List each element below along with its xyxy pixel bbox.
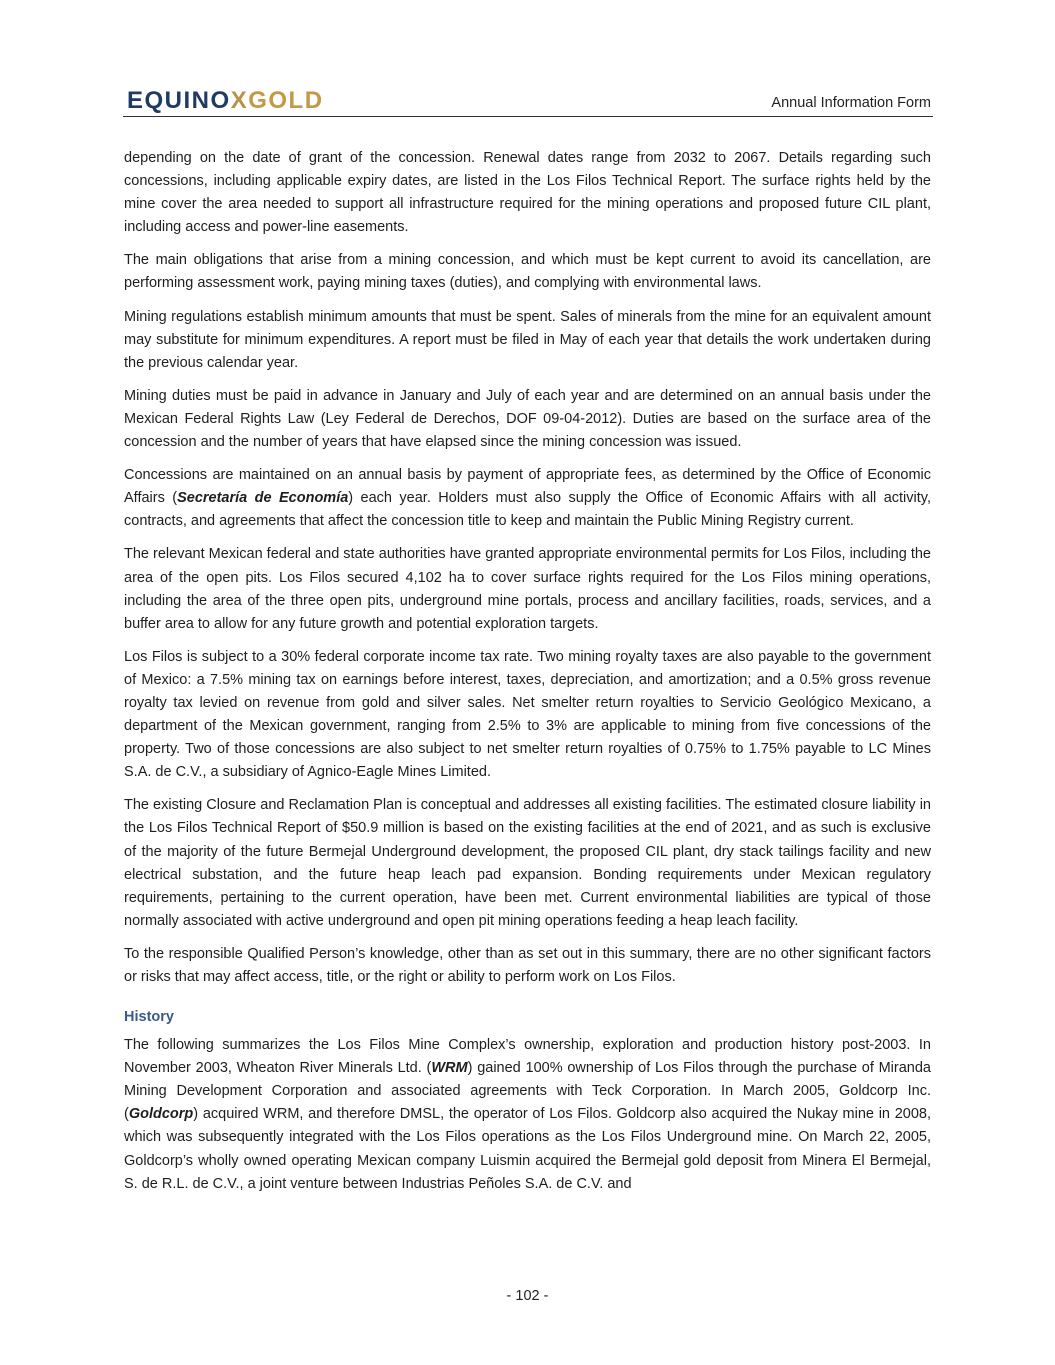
text-run: ) gained 100% ownership of Los Filos through the purchase of Miranda Mining Development Corporation and associated agreements with Teck Corporation. In March 2005, Goldcorp Inc. ( [124,1060,931,1123]
text-run: ) each year. Holders must also supply the Office of Economic Affairs with all activity, contracts, and agreements that affect the concession title to keep and maintain the Public Mining Registry current. [124,490,931,530]
defined-term-goldcorp: Goldcorp [128,1106,194,1123]
paragraph-qp-knowledge: To the responsible Qualified Person’s knowledge, other than as set out in this summary, there are no other significant factors or risks that may affect access, title, or the right or ability to perform work on Los Filos. [124,945,931,985]
page-number: - 102 - [506,1288,549,1304]
paragraph-mining-duties: Mining duties must be paid in advance in January and July of each year and are determined on an annual basis under the Mexican Federal Rights Law (Ley Federal de Derechos, DOF 09-04-2012). Duties are based on the surface area of the concession and the number of years that have elapsed since the mining concession was issued. [124,387,931,451]
paragraph-concession-fees [124,464,931,533]
paragraph-environmental-permits: The relevant Mexican federal and state authorities have granted appropriate environmental permits for Los Filos, including the area of the open pits. Los Filos secured 4,102 ha to cover surface rights required for the Los Filos mining operations, including the area of the three open pits, underground mine portals, process and ancillary facilities, roads, services, and a buffer area to allow for any future growth and potential exploration targets. [124,546,931,632]
defined-term-secretaria: Secretaría de Economía [177,490,349,507]
logo-text-x: X [230,87,249,114]
document-title: Annual Information Form [771,95,931,111]
paragraph-minimum-expenditures: Mining regulations establish minimum amounts that must be spent. Sales of minerals from the mine for an equivalent amount may substitute for minimum expenditures. A report must be filed in May of each year that details the work undertaken during the previous calendar year. [124,308,931,371]
logo-text-equin: EQUIN [127,87,211,114]
text-run: The following summarizes the Los Filos Mine Complex’s ownership, exploration and production history post-2003. In November 2003, Wheaton River Minerals Ltd. ( [124,1037,931,1077]
logo-text-gold: GOLD [248,87,324,114]
paragraph-closure-plan: The existing Closure and Reclamation Plan is conceptual and addresses all existing facilities. The estimated closure liability in the Los Filos Technical Report of $50.9 million is based on the existing facilities at the end of 2021, and as such is exclusive of the majority of the future Bermejal Underground development, the proposed CIL plant, dry stack tailings facility and new electrical substation, and the future heap leach pad expansion. Bonding requirements under Mexican regulatory requirements, pertaining to the current operation, have been met. Current environmental liabilities are typical of those normally associated with active underground and open pit mining operations feeding a heap leach facility. [124,797,931,929]
paragraph-concession-dates: depending on the date of grant of the concession. Renewal dates range from 2032 to 2067. Details regarding such concessions, including applicable expiry dates, are listed in the Los Filos Technical Report. The surface rights held by the mine cover the area needed to support all infrastructure required for the mining operations and proposed future CIL plant, including access and power-line easements. [124,150,931,236]
section-heading-history: History [124,1009,174,1026]
page-content [124,147,931,1206]
paragraph-taxes-royalties: Los Filos is subject to a 30% federal corporate income tax rate. Two mining royalty taxes are also payable to the government of Mexico: a 7.5% mining tax on earnings before interest, taxes, depreciation, and amortization; and a 0.5% gross revenue royalty tax levied on revenue from gold and silver sales. Net smelter return royalties to Servicio Geológico Mexicano, a department of the Mexican government, ranging from 2.5% to 3% are applicable to mining from five concessions of the property. Two of those concessions are also subject to net smelter return royalties of 0.75% to 1.75% payable to LC Mines S.A. de C.V., a subsidiary of Agnico-Eagle Mines Limited. [124,648,931,781]
equinox-gold-logo [127,88,324,114]
text-run: Concessions are maintained on an annual basis by payment of appropriate fees, as determined by the Office of Economic Affairs ( [124,467,931,507]
paragraph-history [124,1034,931,1196]
paragraph-obligations: The main obligations that arise from a mining concession, and which must be kept current to avoid its cancellation, are performing assessment work, paying mining taxes (duties), and complying with environmental laws. [124,252,931,292]
page-header [123,86,933,117]
text-run: ) acquired WRM, and therefore DMSL, the operator of Los Filos. Goldcorp also acquired the Nukay mine in 2008, which was subsequently integrated with the Los Filos operations as the Los Filos Underground mine. On March 22, 2005, Goldcorp’s wholly owned operating Mexican company Luismin acquired the Bermejal gold deposit from Minera El Bermejal, S. de R.L. de C.V., a joint venture between Industrias Peñoles S.A. de C.V. and [124,1106,931,1192]
logo-text-o: O [210,87,231,114]
defined-term-wrm: WRM [431,1060,468,1077]
